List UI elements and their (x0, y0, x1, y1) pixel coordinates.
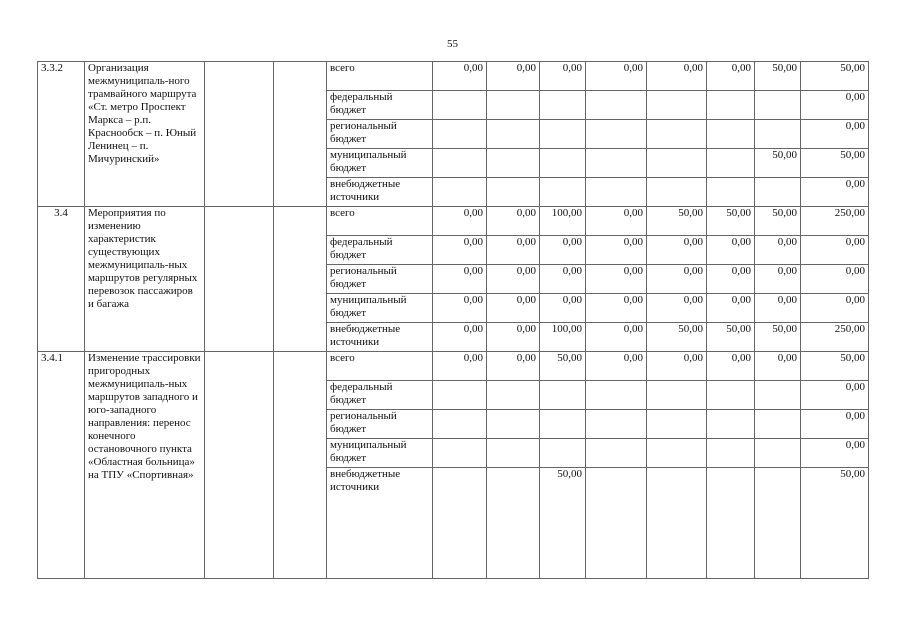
value-cell (487, 91, 540, 120)
value-cell: 0,00 (487, 323, 540, 352)
value-cell: 0,00 (433, 236, 487, 265)
value-cell (487, 468, 540, 579)
value-cell (647, 178, 707, 207)
section-code: 3.4.1 (38, 352, 85, 579)
value-cell: 0,00 (586, 236, 647, 265)
value-cell: 0,00 (755, 294, 801, 323)
value-cell: 0,00 (801, 410, 869, 439)
value-cell: 0,00 (755, 236, 801, 265)
value-cell (586, 149, 647, 178)
value-cell (540, 149, 586, 178)
value-cell: 100,00 (540, 323, 586, 352)
value-cell (586, 410, 647, 439)
funding-source: внебюджетные источники (327, 178, 433, 207)
section-code: 3.3.2 (38, 62, 85, 207)
value-cell: 0,00 (801, 381, 869, 410)
value-cell: 0,00 (487, 294, 540, 323)
value-cell: 0,00 (801, 91, 869, 120)
value-cell (487, 439, 540, 468)
section-name: Организация межмуниципаль-ного трамвайного маршрута «Ст. метро Проспект Маркса – р.п. Краснообск – п. Юный Ленинец – п. Мичуринский» (85, 62, 205, 207)
value-cell: 0,00 (487, 236, 540, 265)
value-cell: 0,00 (487, 265, 540, 294)
value-cell (755, 178, 801, 207)
value-cell (707, 120, 755, 149)
value-cell (540, 91, 586, 120)
value-cell (586, 468, 647, 579)
section-name: Мероприятия по изменению характеристик существующих межмуниципаль-ных маршрутов регулярных перевозок пассажиров и багажа (85, 207, 205, 352)
value-cell: 0,00 (801, 236, 869, 265)
funding-source: региональный бюджет (327, 410, 433, 439)
value-cell: 50,00 (755, 62, 801, 91)
value-cell (586, 439, 647, 468)
value-cell (707, 149, 755, 178)
value-cell: 0,00 (647, 265, 707, 294)
value-cell (540, 381, 586, 410)
value-cell: 0,00 (433, 207, 487, 236)
empty-cell (274, 62, 327, 207)
value-cell: 0,00 (647, 62, 707, 91)
empty-cell (274, 352, 327, 579)
funding-source: региональный бюджет (327, 120, 433, 149)
funding-source: внебюджетные источники (327, 468, 433, 579)
value-cell (487, 410, 540, 439)
value-cell: 0,00 (433, 352, 487, 381)
value-cell: 0,00 (540, 294, 586, 323)
value-cell: 100,00 (540, 207, 586, 236)
value-cell: 50,00 (801, 468, 869, 579)
value-cell: 0,00 (707, 236, 755, 265)
value-cell (433, 381, 487, 410)
value-cell (487, 149, 540, 178)
value-cell: 0,00 (647, 294, 707, 323)
value-cell: 0,00 (540, 236, 586, 265)
value-cell: 0,00 (540, 62, 586, 91)
value-cell: 0,00 (540, 265, 586, 294)
value-cell (586, 178, 647, 207)
value-cell (707, 468, 755, 579)
value-cell (487, 381, 540, 410)
value-cell: 0,00 (586, 265, 647, 294)
table-row (38, 62, 869, 91)
value-cell (755, 120, 801, 149)
value-cell (707, 178, 755, 207)
value-cell: 50,00 (540, 468, 586, 579)
funding-source: всего (327, 62, 433, 91)
empty-cell (205, 352, 274, 579)
value-cell: 50,00 (647, 323, 707, 352)
value-cell: 50,00 (801, 149, 869, 178)
value-cell (707, 410, 755, 439)
funding-source: всего (327, 207, 433, 236)
value-cell: 0,00 (801, 439, 869, 468)
funding-source: всего (327, 352, 433, 381)
table-row (38, 352, 869, 381)
funding-source: муниципальный бюджет (327, 439, 433, 468)
value-cell (707, 91, 755, 120)
value-cell (433, 120, 487, 149)
value-cell: 50,00 (755, 323, 801, 352)
value-cell (433, 410, 487, 439)
value-cell (647, 120, 707, 149)
value-cell: 0,00 (707, 352, 755, 381)
value-cell: 0,00 (433, 265, 487, 294)
value-cell (647, 91, 707, 120)
value-cell (755, 91, 801, 120)
value-cell (540, 439, 586, 468)
value-cell (647, 468, 707, 579)
funding-source: внебюджетные источники (327, 323, 433, 352)
value-cell (487, 120, 540, 149)
value-cell (433, 149, 487, 178)
value-cell (586, 120, 647, 149)
value-cell (707, 381, 755, 410)
value-cell: 50,00 (801, 352, 869, 381)
empty-cell (274, 207, 327, 352)
page-number: 55 (447, 38, 458, 50)
value-cell: 0,00 (707, 265, 755, 294)
value-cell: 0,00 (586, 323, 647, 352)
empty-cell (205, 207, 274, 352)
value-cell: 50,00 (707, 207, 755, 236)
value-cell (647, 381, 707, 410)
value-cell: 0,00 (433, 294, 487, 323)
value-cell (647, 149, 707, 178)
section-code: 3.4 (38, 207, 85, 352)
value-cell: 0,00 (755, 265, 801, 294)
value-cell: 0,00 (707, 62, 755, 91)
value-cell: 250,00 (801, 207, 869, 236)
funding-source: федеральный бюджет (327, 381, 433, 410)
value-cell (433, 439, 487, 468)
value-cell: 0,00 (586, 352, 647, 381)
value-cell (755, 439, 801, 468)
value-cell: 0,00 (586, 62, 647, 91)
funding-source: муниципальный бюджет (327, 149, 433, 178)
value-cell: 0,00 (801, 294, 869, 323)
value-cell (647, 439, 707, 468)
value-cell (433, 468, 487, 579)
value-cell (755, 410, 801, 439)
value-cell: 0,00 (647, 352, 707, 381)
value-cell (586, 381, 647, 410)
value-cell: 0,00 (487, 352, 540, 381)
value-cell: 50,00 (801, 62, 869, 91)
value-cell: 0,00 (801, 120, 869, 149)
value-cell: 0,00 (487, 207, 540, 236)
funding-source: федеральный бюджет (327, 91, 433, 120)
value-cell (540, 120, 586, 149)
value-cell (540, 178, 586, 207)
value-cell: 0,00 (707, 294, 755, 323)
table-row (38, 207, 869, 236)
funding-source: региональный бюджет (327, 265, 433, 294)
empty-cell (205, 62, 274, 207)
value-cell: 0,00 (801, 265, 869, 294)
value-cell (707, 439, 755, 468)
value-cell (647, 410, 707, 439)
value-cell: 50,00 (540, 352, 586, 381)
value-cell: 50,00 (647, 207, 707, 236)
value-cell (433, 178, 487, 207)
value-cell (755, 468, 801, 579)
value-cell: 0,00 (586, 294, 647, 323)
value-cell: 250,00 (801, 323, 869, 352)
value-cell (487, 178, 540, 207)
value-cell: 0,00 (647, 236, 707, 265)
value-cell: 0,00 (487, 62, 540, 91)
value-cell: 0,00 (433, 62, 487, 91)
budget-table (37, 61, 869, 579)
value-cell (755, 381, 801, 410)
value-cell: 0,00 (433, 323, 487, 352)
funding-source: федеральный бюджет (327, 236, 433, 265)
value-cell: 0,00 (755, 352, 801, 381)
value-cell (540, 410, 586, 439)
funding-source: муниципальный бюджет (327, 294, 433, 323)
value-cell: 50,00 (755, 207, 801, 236)
value-cell: 50,00 (755, 149, 801, 178)
value-cell: 50,00 (707, 323, 755, 352)
value-cell (433, 91, 487, 120)
section-name: Изменение трассировки пригородных межмуниципаль-ных маршрутов западного и юго-западного направления: перенос конечного остановочного пункта «Областная больница» на ТПУ «Спортивная» (85, 352, 205, 579)
value-cell: 0,00 (801, 178, 869, 207)
value-cell (586, 91, 647, 120)
value-cell: 0,00 (586, 207, 647, 236)
